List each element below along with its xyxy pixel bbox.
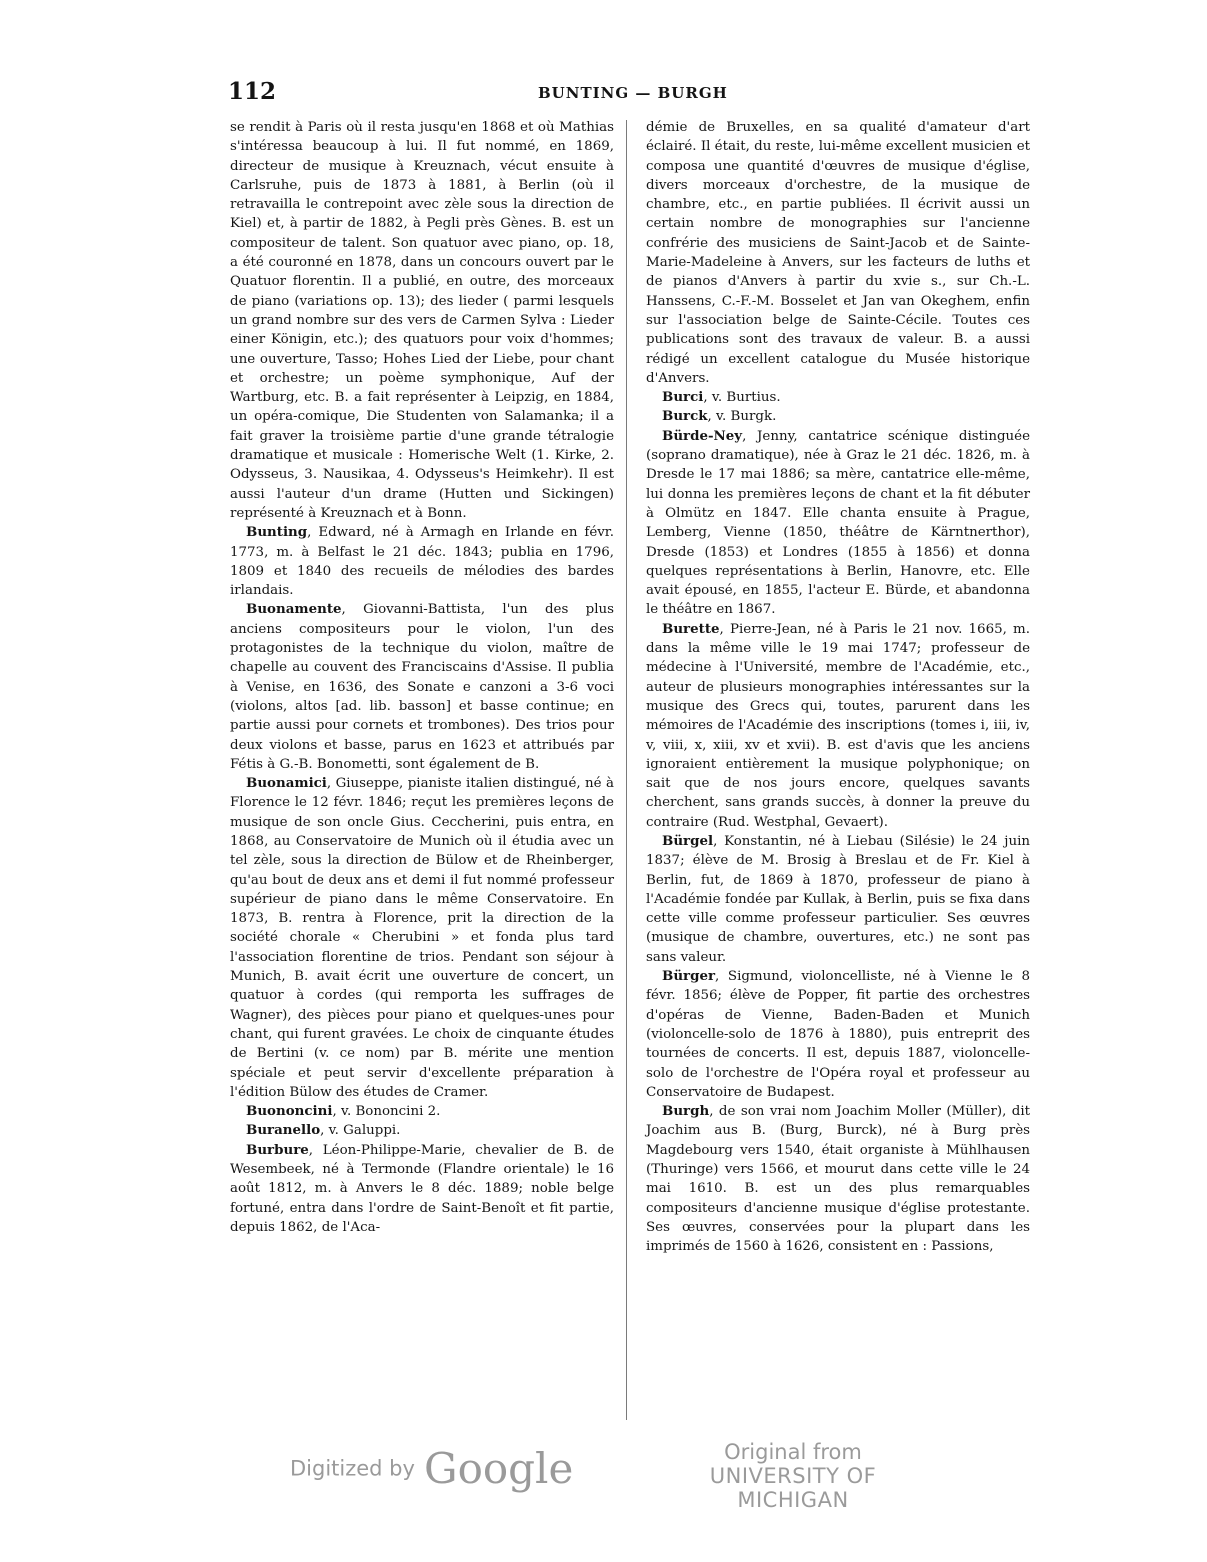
left-column [230, 118, 614, 1237]
entry-headword: Bunting [246, 524, 308, 541]
page-number: 112 [228, 78, 277, 105]
digitized-by-text: Digitized by [290, 1456, 415, 1481]
entry-burde-ney: Bürde-Ney, Jenny, cantatrice scénique distinguée (soprano dramatique), née à Graz le 21 déc. 1826, m. à Dresde le 17 mai 1886; sa mère, cantatrice elle-même, lui donna les premières leçons de chant et la fit débuter à Olmütz en 1847. Elle chanta ensuite à Prague, Lemberg, Vienne (1850, théâtre de Kärntnerthor), Dresde (1853) et Londres (1855 à 1856) et donna quelques représentations à Berlin, Hanovre, etc. Elle avait épousé, en 1855, l'acteur E. Bürde, et abandonna le théâtre en 1867. [646, 427, 1030, 618]
column-divider [626, 120, 627, 1420]
entry-headword: Burette [662, 620, 720, 637]
entry-burbure: Burbure, Léon-Philippe-Marie, chevalier de B. de Wesembeek, né à Termonde (Flandre orientale) le 16 août 1812, m. à Anvers le 8 déc. 1889; noble belge fortuné, entra dans l'ordre de Saint-Benoît et fit partie, depuis 1862, de l'Aca- [230, 1141, 614, 1235]
entry-bunting: Bunting, Edward, né à Armagh en Irlande en févr. 1773, m. à Belfast le 21 déc. 1843; publia en 1796, 1809 et 1840 des recueils de mélodies des bardes irlandais. [230, 524, 614, 599]
original-from-text: Original from [724, 1440, 862, 1464]
footer-watermark [0, 1440, 1207, 1512]
paragraph-continuation: se rendit à Paris où il resta jusqu'en 1868 et où Mathias s'intéressa beaucoup à lui. Il fut nommé, en 1869, directeur de musique à Kreuznach, vécut ensuite à Carlsruhe, puis de 1873 à 1881, à Berlin (où il retravailla le contrepoint avec zèle sous la direction de Kiel) et, à partir de 1882, à Pegli près Gènes. B. est un compositeur de talent. Son quatuor avec piano, op. 18, a été couronné en 1878, dans un concours ouvert par le Quatuor florentin. Il a publié, en outre, des morceaux de piano (variations op. 13); des lieder ( parmi lesquels un grand nombre sur des vers de Carmen Sylva : Lieder einer Königin, etc.); des quatuors pour voix d'hommes; une ouverture, Tasso; Hohes Lied der Liebe, pour chant et orchestre; un poème symphonique, Auf der Wartburg, etc. B. a fait représenter à Leipzig, en 1884, un opéra-comique, Die Studenten von Salamanka; il a fait graver la troisième partie d'une grande tétralogie dramatique et musicale : Homerische Welt (1. Kirke, 2. Odysseus, 3. Nausikaa, 4. Odysseus's Heimkehr). Il est aussi l'auteur d'un drame (Hutten und Sickingen) représenté à Kreuznach et à Bonn. [230, 120, 614, 521]
entry-buonamici: Buonamici, Giuseppe, pianiste italien distingué, né à Florence le 12 févr. 1846; reçut les premières leçons de musique de son oncle Gius. Ceccherini, puis entra, en 1868, au Conservatoire de Munich où il étudia avec un tel zèle, sous la direction de Bülow et de Rheinberger, qu'au bout de deux ans et demi il fut nommé professeur supérieur de piano dans le même Conservatoire. En 1873, B. rentra à Florence, prit la direction de la société chorale « Cherubini » et fonda plus tard l'association florentine de trios. Pendant son séjour à Munich, B. avait écrit une ouverture de concert, un quatuor à cordes (qui remporta les suffrages de Wagner), des pièces pour piano et quelques-unes pour chant, qui furent gravées. Le choix de cinquante études de Bertini (v. ce nom) par B. mérite une mention spéciale et peut servir d'excellente préparation à l'édition Bülow des études de Cramer. [230, 775, 614, 1100]
running-head: BUNTING — BURGH [538, 84, 728, 102]
entry-buranello: Buranello, v. Galuppi. [246, 1122, 401, 1139]
entry-burette: Burette, Pierre-Jean, né à Paris le 21 nov. 1665, m. dans la même ville le 19 mai 1747; professeur de médecine à l'Université, membre de l'Académie, etc., auteur de plusieurs monographies intéressantes sur la musique des Grecs qui, toutes, parurent dans les mémoires de l'Académie des inscriptions (tomes i, iii, iv, v, viii, x, xiii, xv et xvii). B. est d'avis que les anciens ignoraient entièrement la musique polyphonique; on sait que de nos jours encore, quelques savants cherchent, sans grands succès, à donner la preuve du contraire (Rud. Westphal, Gevaert). [646, 620, 1030, 830]
entry-burci: Burci, v. Burtius. [662, 389, 781, 406]
entry-burgh: Burgh, de son vrai nom Joachim Moller (Müller), dit Joachim aus B. (Burg, Burck), né à Burg près Magdebourg vers 1540, était organiste à Mühlhausen (Thuringe) vers 1566, et mourut dans cette ville le 24 mai 1610. B. est un des plus remarquables compositeurs d'ancienne musique d'église protestante. Ses œuvres, conservées pour la plupart dans les imprimés de 1560 à 1626, consistent en : Passions, [646, 1103, 1030, 1255]
entry-headword: Buranello [246, 1122, 321, 1139]
entry-headword: Burbure [246, 1141, 309, 1158]
paragraph-continuation-right: démie de Bruxelles, en sa qualité d'amateur d'art éclairé. Il était, du reste, lui-même excellent musicien et composa une quantité d'œuvres de musique d'église, divers morceaux d'orchestre, de la musique de chambre, etc., en partie publiées. Il écrivit aussi un certain nombre de monographies sur l'ancienne confrérie des musiciens de Saint-Jacob et de Sainte-Marie-Madeleine à Anvers, sur les facteurs de luths et de pianos d'Anvers à partir du xvie s., sur Ch.-L. Hanssens, C.-F.-M. Bosselet et Jan van Okeghem, enfin sur l'association belge de Sainte-Cécile. Toutes ces publications sont des travaux de valeur. B. a aussi rédigé un excellent catalogue du Musée historique d'Anvers. [646, 120, 1030, 386]
original-from [668, 1440, 918, 1512]
entry-headword: Burck [662, 408, 708, 425]
entry-headword: Buonamici [246, 775, 327, 792]
entry-headword: Buononcini [246, 1103, 333, 1120]
entry-headword: Bürde-Ney [662, 427, 743, 444]
page-header [228, 78, 1028, 108]
university-text: UNIVERSITY OF MICHIGAN [709, 1464, 877, 1512]
google-logo: Google [424, 1444, 574, 1493]
digitized-by-google [290, 1444, 573, 1493]
entry-buononcini: Buononcini, v. Bononcini 2. [246, 1103, 441, 1120]
entry-burck: Burck, v. Burgk. [662, 408, 777, 425]
right-column [646, 118, 1030, 1257]
entry-headword: Burci [662, 389, 704, 406]
entry-headword: Bürger [662, 968, 716, 985]
entry-burgel: Bürgel, Konstantin, né à Liebau (Silésie) le 24 juin 1837; élève de M. Brosig à Breslau et de Fr. Kiel à Berlin, fut, de 1869 à 1870, professeur de piano à l'Académie fondée par Kullak, à Berlin, puis se fixa dans cette ville comme professeur particulier. Ses œuvres (musique de chambre, ouvertures, etc.) ne sont pas sans valeur. [646, 832, 1030, 965]
entry-headword: Burgh [662, 1103, 710, 1120]
entry-burger: Bürger, Sigmund, violoncelliste, né à Vienne le 8 févr. 1856; élève de Popper, fit partie des orchestres d'opéras de Vienne, Baden-Baden et Munich (violoncelle-solo de 1876 à 1880), puis entreprit des tournées de concerts. Il est, depuis 1887, violoncelle-solo de l'orchestre de l'Opéra royal et professeur au Conservatoire de Budapest. [646, 968, 1030, 1100]
entry-buonamente: Buonamente, Giovanni-Battista, l'un des plus anciens compositeurs pour le violon, l'un des protagonistes de la technique du violon, maître de chapelle au couvent des Franciscains d'Assise. Il publia à Venise, en 1636, des Sonate e canzoni a 3-6 voci (violons, altos [ad. lib. basson] et basse continue; en partie aussi pour cornets et trombones). Des trios pour deux violons et basse, parus en 1623 et attribués par Fétis à G.-B. Bonometti, sont également de B. [230, 601, 614, 772]
entry-headword: Buonamente [246, 601, 342, 618]
entry-headword: Bürgel [662, 832, 714, 849]
